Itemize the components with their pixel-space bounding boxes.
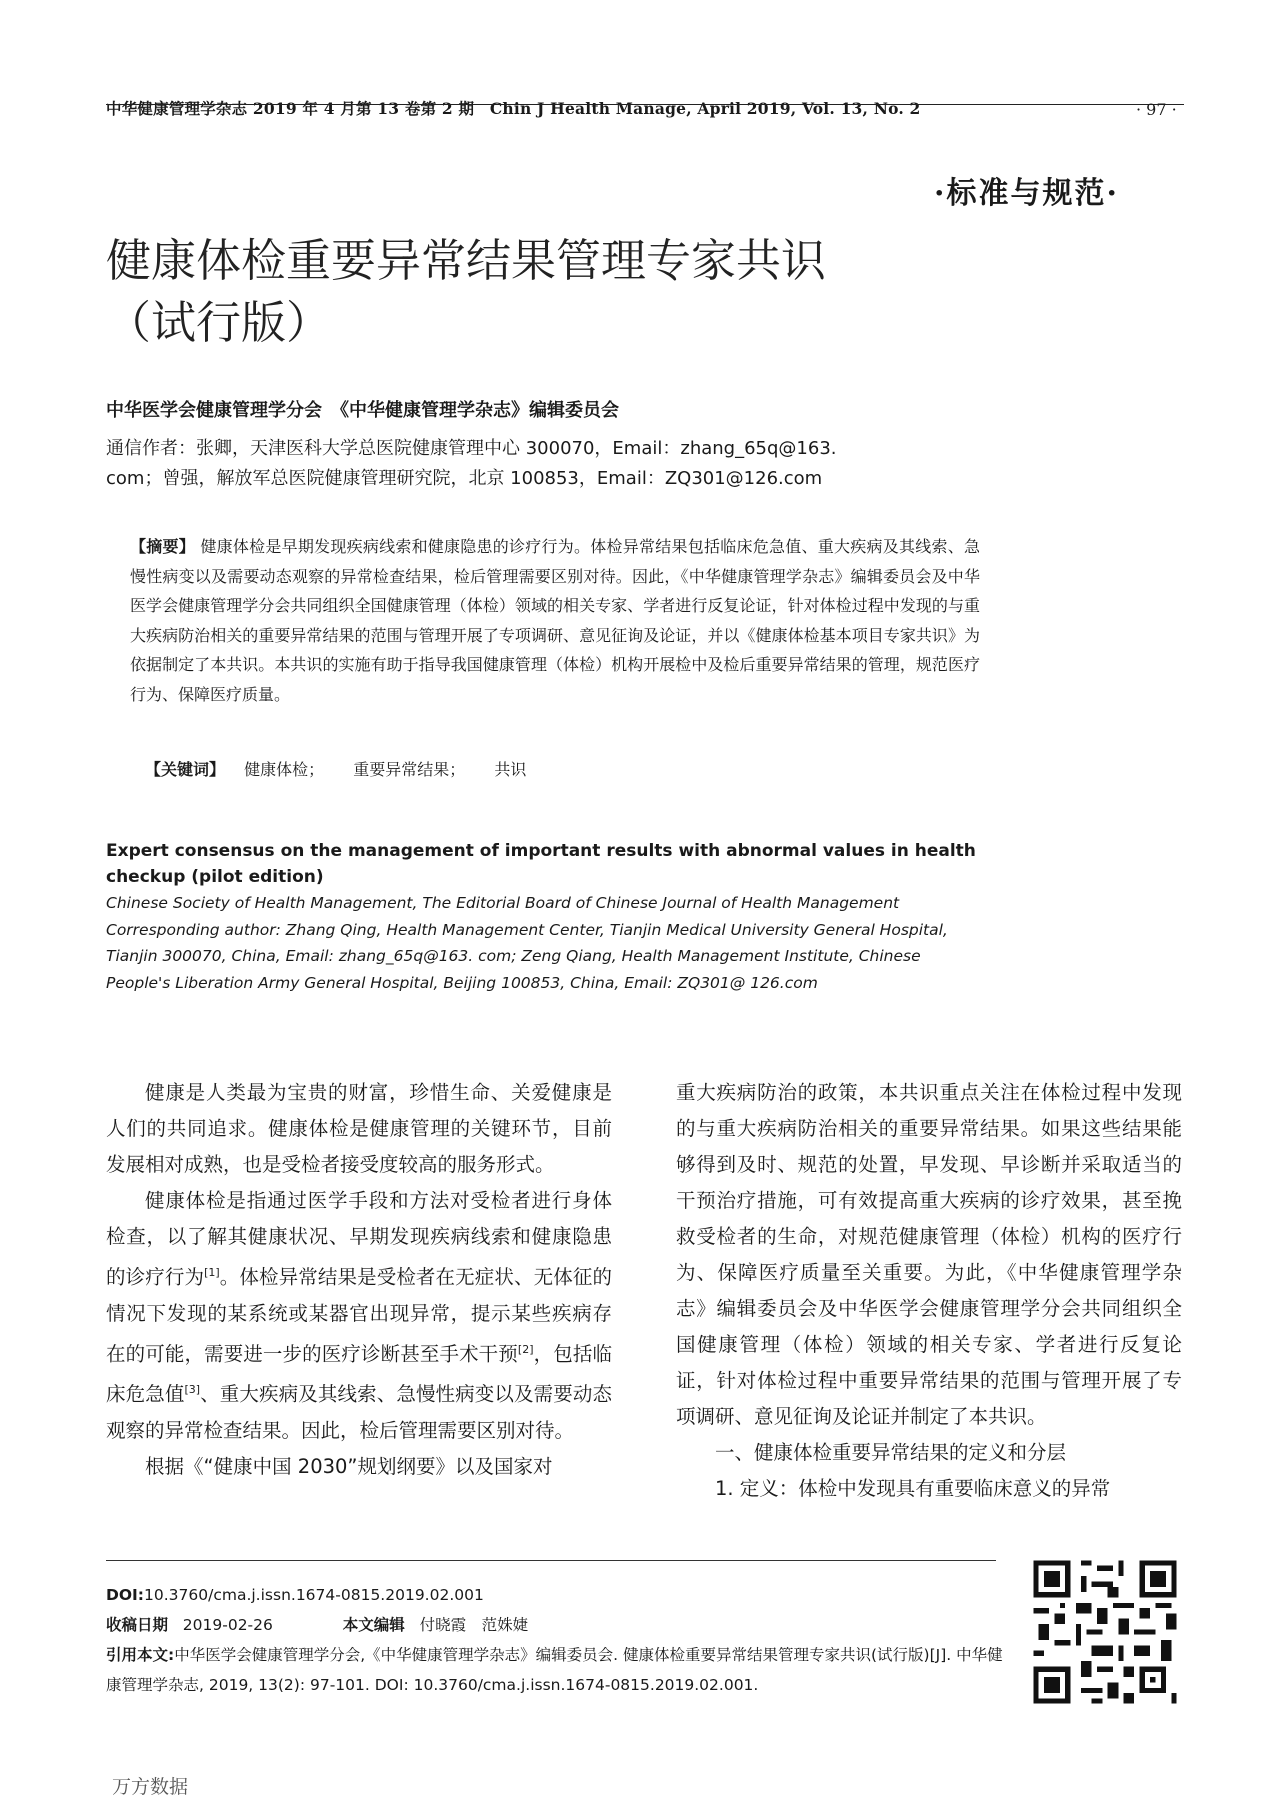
english-abstract-block [106, 838, 976, 996]
body-paragraph: 健康是人类最为宝贵的财富，珍惜生命、关爱健康是人们的共同追求。健康体检是健康管理的关键环节，目前发展相对成熟，也是受检者接受度较高的服务形式。 [106, 1081, 612, 1176]
doi-value[interactable]: 10.3760/cma.j.issn.1674-0815.2019.02.001 [144, 1586, 484, 1604]
reference-marker[interactable]: [2] [517, 1342, 534, 1356]
reference-marker[interactable]: [3] [184, 1383, 201, 1396]
citation-text: 中华医学会健康管理学分会,《中华健康管理学杂志》编辑委员会. 健康体检重要异常结果管理专家共识(试行版)[J]. 中华健康管理学杂志, 2019, 13(2): 97-101. DOI: 10.3760/cma.j.issn.1674-0815.2019.02.001. [106, 1646, 1003, 1694]
abstract-text: 健康体检是早期发现疾病线索和健康隐患的诊疗行为。体检异常结果包括临床危急值、重大疾病及其线索、急慢性病变以及需要动态观察的异常检查结果，检后管理需要区别对待。因此，《中华健康管理学杂志》编辑委员会及中华医学会健康管理学分会共同组织全国健康管理（体检）领域的相关专家、学者进行反复论证，针对体检过程中发现的与重大疾病防治相关的重要异常结果的范围与管理开展了专项调研、意见征询及论证，并以《健康体检基本项目专家共识》为依据制定了本共识。本共识的实施有助于指导我国健康管理（体检）机构开展检中及检后重要异常结果的管理，规范医疗行为、保障医疗质量。 [130, 537, 980, 704]
body-paragraph: 重大疾病防治的政策，本共识重点关注在体检过程中发现的与重大疾病防治相关的重要异常结果。如果这些结果能够得到及时、规范的处置，早发现、早诊断并采取适当的干预治疗措施，可有效提高重大疾病的诊疗效果，甚至挽救受检者的生命，对规范健康管理（体检）机构的医疗行为、保障医疗质量至关重要。为此，《中华健康管理学杂志》编辑委员会及中华医学会健康管理学分会共同组织全国健康管理（体检）领域的相关专家、学者进行反复论证，针对体检过程中重要异常结果的范围与管理开展了专项调研、意见征询及论证并制定了本共识。 [676, 1081, 1182, 1428]
editor-names: 付晓霞 范姝婕 [419, 1616, 529, 1634]
keyword: 重要异常结果； [353, 760, 466, 779]
author-line: 中华医学会健康管理学分会 《中华健康管理学杂志》编辑委员会 [106, 400, 619, 421]
keywords [145, 757, 536, 780]
body-paragraph [106, 1183, 612, 1449]
header-rule [106, 104, 1184, 105]
abstract [130, 532, 980, 709]
received-label: 收稿日期 [106, 1616, 169, 1634]
english-corresponding-author: Corresponding author: Zhang Qing, Health Management Center, Tianjin Medical University General Hospital, Tianjin 300070, China, Email: zhang_65q@163. com; Zeng Qiang, Health Management Institute, Chinese People's Liberation Army General Hospital, Beijing 100853, China, Email: ZQ301@ 126.com [106, 920, 948, 992]
body-column-left [106, 1075, 612, 1485]
body-text: 。体检异常结果是受检者在无症状、无体征的情况下发现的某系统或某器官出现异常，提示某些疾病存在的可能，需要进一步的医疗诊断甚至手术干预 [106, 1265, 612, 1365]
citation-line [106, 1640, 1006, 1700]
body-text: 、重大疾病及其线索、急慢性病变以及需要动态观察的异常检查结果。因此，检后管理需要区别对待。 [106, 1382, 612, 1442]
english-title: Expert consensus on the management of important results with abnormal values in health checkup (pilot edition) [106, 841, 976, 887]
abstract-label: 【摘要】 [130, 537, 195, 556]
qr-code-icon[interactable] [1028, 1555, 1182, 1709]
watermark: 万方数据 [112, 1776, 189, 1798]
received-line [106, 1610, 1006, 1640]
title-line-1: 健康体检重要异常结果管理专家共识 [106, 234, 827, 287]
english-authors: Chinese Society of Health Management, The Editorial Board of Chinese Journal of Health Management [106, 894, 900, 912]
body-paragraph: 根据《“健康中国 2030”规划纲要》以及国家对 [145, 1454, 553, 1478]
body-paragraph: 1. 定义：体检中发现具有重要临床意义的异常 [715, 1477, 1111, 1500]
keyword: 健康体检； [244, 760, 325, 779]
footer-rule [106, 1560, 996, 1561]
column-label: ·标准与规范· [934, 176, 1119, 211]
citation-label: 引用本文: [106, 1646, 175, 1664]
title-line-2: （试行版） [106, 296, 332, 349]
body-text: ，包括临床危急值 [106, 1342, 612, 1406]
doi-label: DOI: [106, 1586, 145, 1604]
corresponding-author-line-2: com；曾强，解放军总医院健康管理研究院，北京 100853，Email：ZQ301@126.com [106, 468, 823, 489]
body-text: 健康体检是指通过医学手段和方法对受检者进行身体检查，以了解其健康状况、早期发现疾病线索和健康隐患的诊疗行为 [106, 1189, 612, 1289]
reference-marker[interactable]: [1] [204, 1266, 220, 1279]
keyword: 共识 [494, 760, 527, 779]
body-column-right [676, 1075, 1182, 1507]
editor-label: 本文编辑 [342, 1616, 405, 1634]
section-heading: 一、健康体检重要异常结果的定义和分层 [715, 1441, 1067, 1464]
footer-info [106, 1580, 1006, 1700]
corresponding-author-line-1: 通信作者：张卿，天津医科大学总医院健康管理中心 300070，Email：zhang_65q@163. [106, 438, 837, 459]
keywords-label: 【关键词】 [145, 760, 226, 779]
doi-line [106, 1580, 1006, 1610]
page-number: · 97 · [1136, 100, 1177, 119]
running-header: 中华健康管理学杂志 2019 年 4 月第 13 卷第 2 期 Chin J Health Manage, April 2019, Vol. 13, No. 2 [106, 99, 921, 118]
received-date: 2019-02-26 [182, 1616, 273, 1634]
